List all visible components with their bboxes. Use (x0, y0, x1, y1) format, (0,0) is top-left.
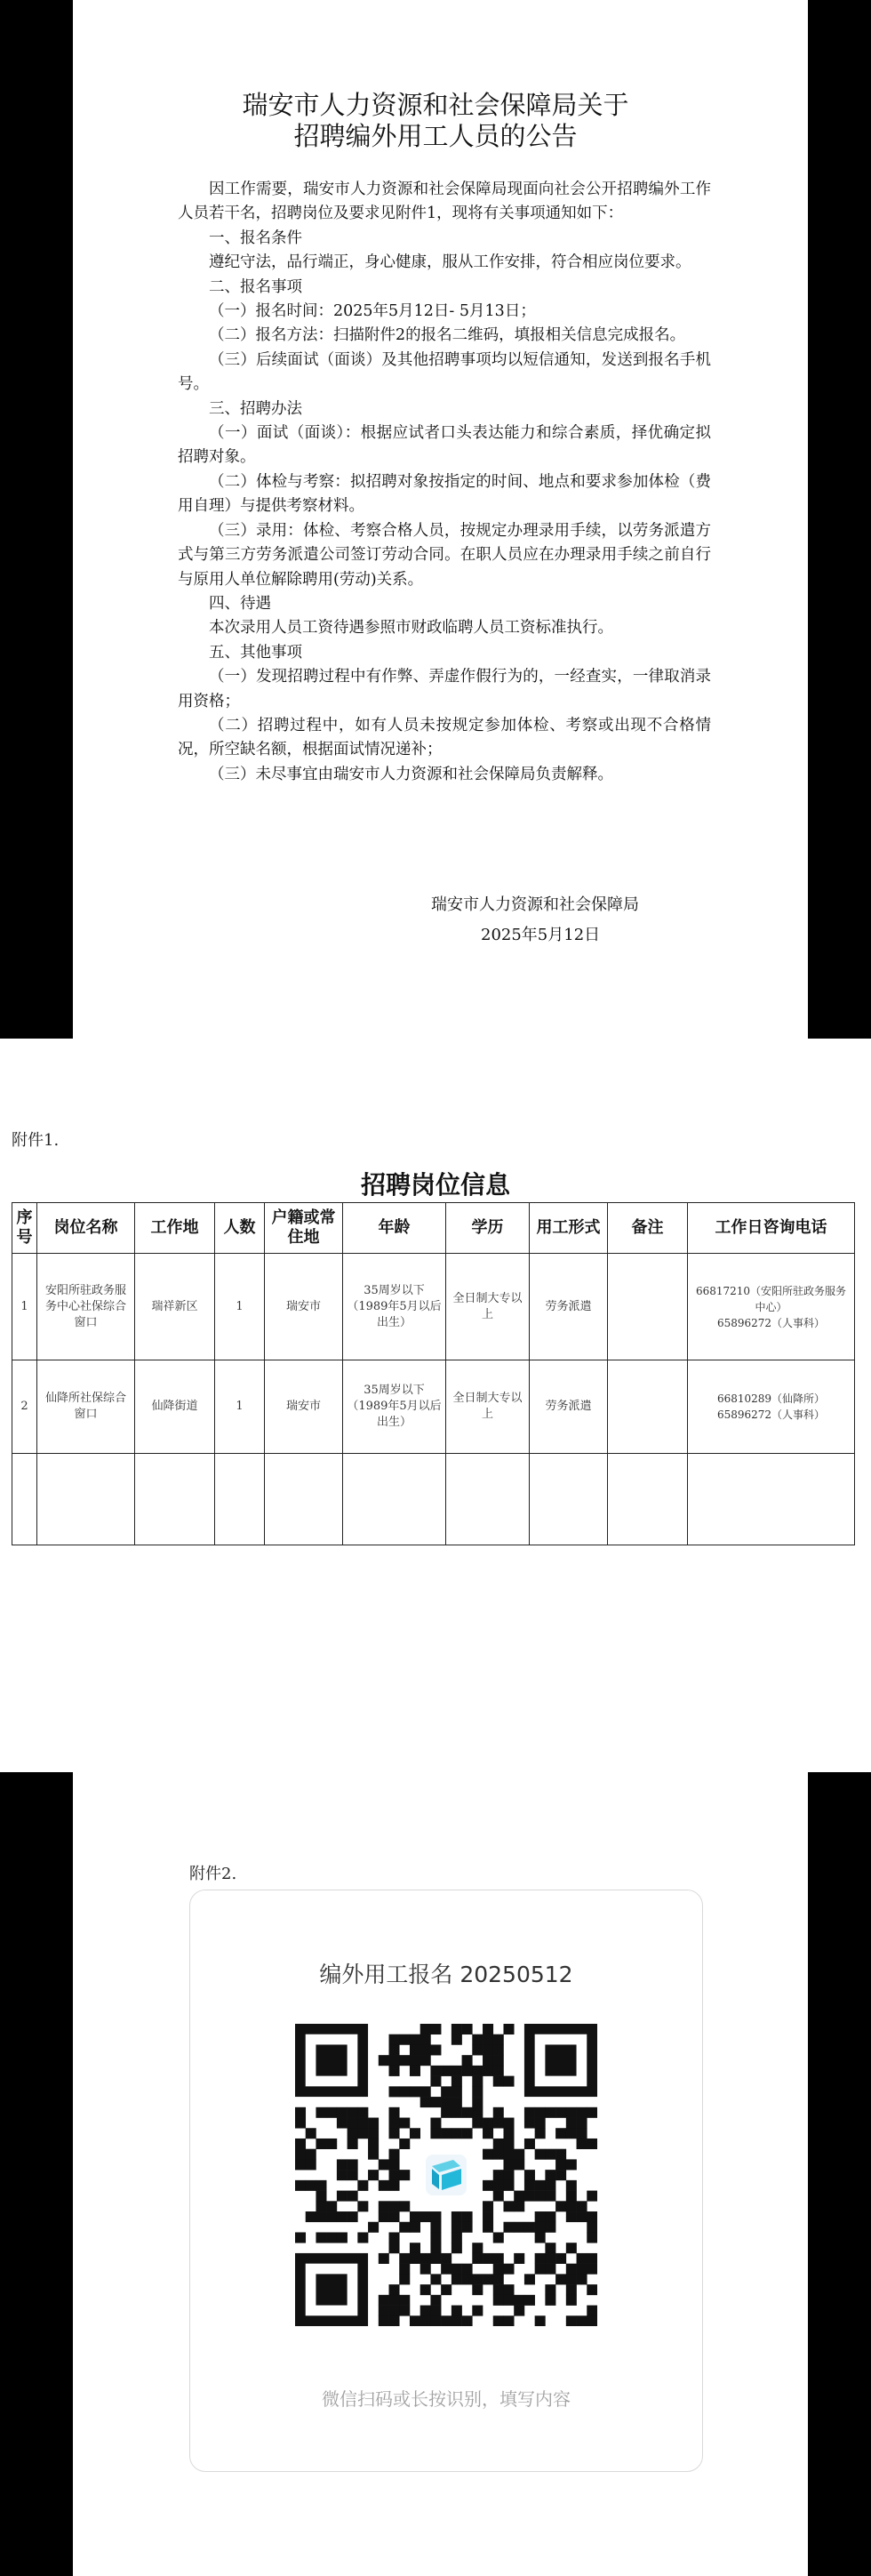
table-cell: 仙降所社保综合窗口 (37, 1360, 135, 1454)
table-row (12, 1254, 855, 1360)
notice-paragraph: （二）招聘过程中，如有人员未按规定参加体检、考察或出现不合格情况，所空缺名额，根据面试情况递补； (178, 716, 711, 759)
table-cell: 瑞祥新区 (135, 1254, 215, 1360)
table-header-row (12, 1203, 855, 1254)
table-header-cell: 学历 (446, 1203, 530, 1254)
qr-finder-pattern (300, 2259, 363, 2321)
notice-paragraph: （二）报名方法：扫描附件2的报名二维码，填报相关信息完成报名。 (209, 326, 686, 345)
notice-paragraph: 五、其他事项 (209, 643, 302, 662)
table-cell: 66817210（安阳所驻政务服务中心） 65896272（人事科） (688, 1254, 855, 1360)
attachment2-label: 附件2. (189, 1865, 237, 1883)
table-cell (608, 1360, 688, 1454)
form-logo-icon (420, 2149, 472, 2201)
page3-right-margin (808, 1772, 871, 2576)
table-cell (265, 1454, 343, 1545)
notice-paragraph: （一）发现招聘过程中有作弊、弄虚作假行为的，一经查实，一律取消录用资格； (178, 668, 711, 710)
table-cell (530, 1454, 608, 1545)
notice-paragraph: （三）后续面试（面谈）及其他招聘事项均以短信通知，发送到报名手机号。 (178, 350, 711, 394)
table-cell: 35周岁以下（1989年5月以后出生） (343, 1360, 446, 1454)
table-cell: 66810289（仙降所） 65896272（人事科） (688, 1360, 855, 1454)
table-header-cell: 人数 (215, 1203, 265, 1254)
notice-paragraph: （二）体检与考察：拟招聘对象按指定的时间、地点和要求参加体检（费用自理）与提供考察材料。 (178, 472, 711, 516)
table-cell: 全日制大专以上 (446, 1254, 530, 1360)
notice-paragraph: （一）报名时间：2025年5月12日- 5月13日； (209, 302, 536, 321)
table-header-cell: 用工形式 (530, 1203, 608, 1254)
table-header-cell: 户籍或常住地 (265, 1203, 343, 1254)
qr-hint: 微信扫码或长按识别，填写内容 (322, 2388, 571, 2410)
qr-finder-pattern (530, 2029, 592, 2091)
table-cell: 劳务派遣 (530, 1254, 608, 1360)
table-cell: 全日制大专以上 (446, 1360, 530, 1454)
signature-org: 瑞安市人力资源和社会保障局 (431, 895, 639, 914)
qr-card (189, 1890, 703, 2472)
attachment1-label: 附件1. (12, 1131, 60, 1150)
table-cell (37, 1454, 135, 1545)
table-cell: 瑞安市 (265, 1254, 343, 1360)
table-cell: 安阳所驻政务服务中心社保综合窗口 (37, 1254, 135, 1360)
table-header-cell: 序号 (12, 1203, 37, 1254)
table-cell (608, 1254, 688, 1360)
notice-paragraph: 本次录用人员工资待遇参照市财政临聘人员工资标准执行。 (209, 619, 613, 638)
table-header-cell: 工作地 (135, 1203, 215, 1254)
table-header-cell: 岗位名称 (37, 1203, 135, 1254)
notice-paragraph: （一）面试（面谈）：根据应试者口头表达能力和综合素质，择优确定拟招聘对象。 (178, 424, 711, 467)
notice-paragraph: 四、待遇 (209, 594, 271, 613)
table-cell (215, 1454, 265, 1545)
notice-paragraph: 一、报名条件 (209, 229, 302, 247)
table-cell: 2 (12, 1360, 37, 1454)
table-cell: 35周岁以下（1989年5月以后出生） (343, 1254, 446, 1360)
notice-title-line1: 瑞安市人力资源和社会保障局关于 (242, 90, 629, 120)
positions-table (12, 1202, 855, 1545)
notice-paragraph: 二、报名事项 (209, 277, 302, 296)
table-cell: 瑞安市 (265, 1360, 343, 1454)
qr-finder-pattern (300, 2029, 363, 2091)
table-row (12, 1454, 855, 1545)
registration-qr-code[interactable] (295, 2024, 597, 2326)
notice-page (0, 0, 871, 1040)
notice-title-line2: 招聘编外用工人员的公告 (293, 121, 578, 151)
page3-left-margin (0, 1772, 73, 2576)
table-header-cell: 年龄 (343, 1203, 446, 1254)
form-title: 编外用工报名 20250512 (319, 1962, 573, 1987)
table-cell: 仙降街道 (135, 1360, 215, 1454)
table-cell: 劳务派遣 (530, 1360, 608, 1454)
table-cell (688, 1454, 855, 1545)
notice-paragraph: 因工作需要，瑞安市人力资源和社会保障局现面向社会公开招聘编外工作人员若干名，招聘岗位及要求见附件1，现将有关事项通知如下： (178, 181, 711, 223)
table-cell: 1 (215, 1360, 265, 1454)
table-cell (608, 1454, 688, 1545)
table-cell: 1 (12, 1254, 37, 1360)
table-header-cell: 工作日咨询电话 (688, 1203, 855, 1254)
table-cell (343, 1454, 446, 1545)
notice-body (178, 178, 711, 787)
table-title: 招聘岗位信息 (360, 1170, 510, 1200)
notice-paragraph: （三）录用：体检、考察合格人员，按规定办理录用手续，以劳务派遣方式与第三方劳务派遣公司签订劳动合同。在职人员应在办理录用手续之前自行与原用人单位解除聘用(劳动)关系。 (178, 521, 711, 589)
table-cell (446, 1454, 530, 1545)
table-cell (135, 1454, 215, 1545)
signature-date: 2025年5月12日 (481, 926, 601, 944)
table-cell: 1 (215, 1254, 265, 1360)
table-row (12, 1360, 855, 1454)
notice-paragraph: （三）未尽事宜由瑞安市人力资源和社会保障局负责解释。 (209, 765, 613, 783)
notice-paragraph: 三、招聘办法 (209, 399, 302, 418)
table-cell (12, 1454, 37, 1545)
notice-paragraph: 遵纪守法，品行端正，身心健康，服从工作安排，符合相应岗位要求。 (209, 253, 691, 272)
table-header-cell: 备注 (608, 1203, 688, 1254)
